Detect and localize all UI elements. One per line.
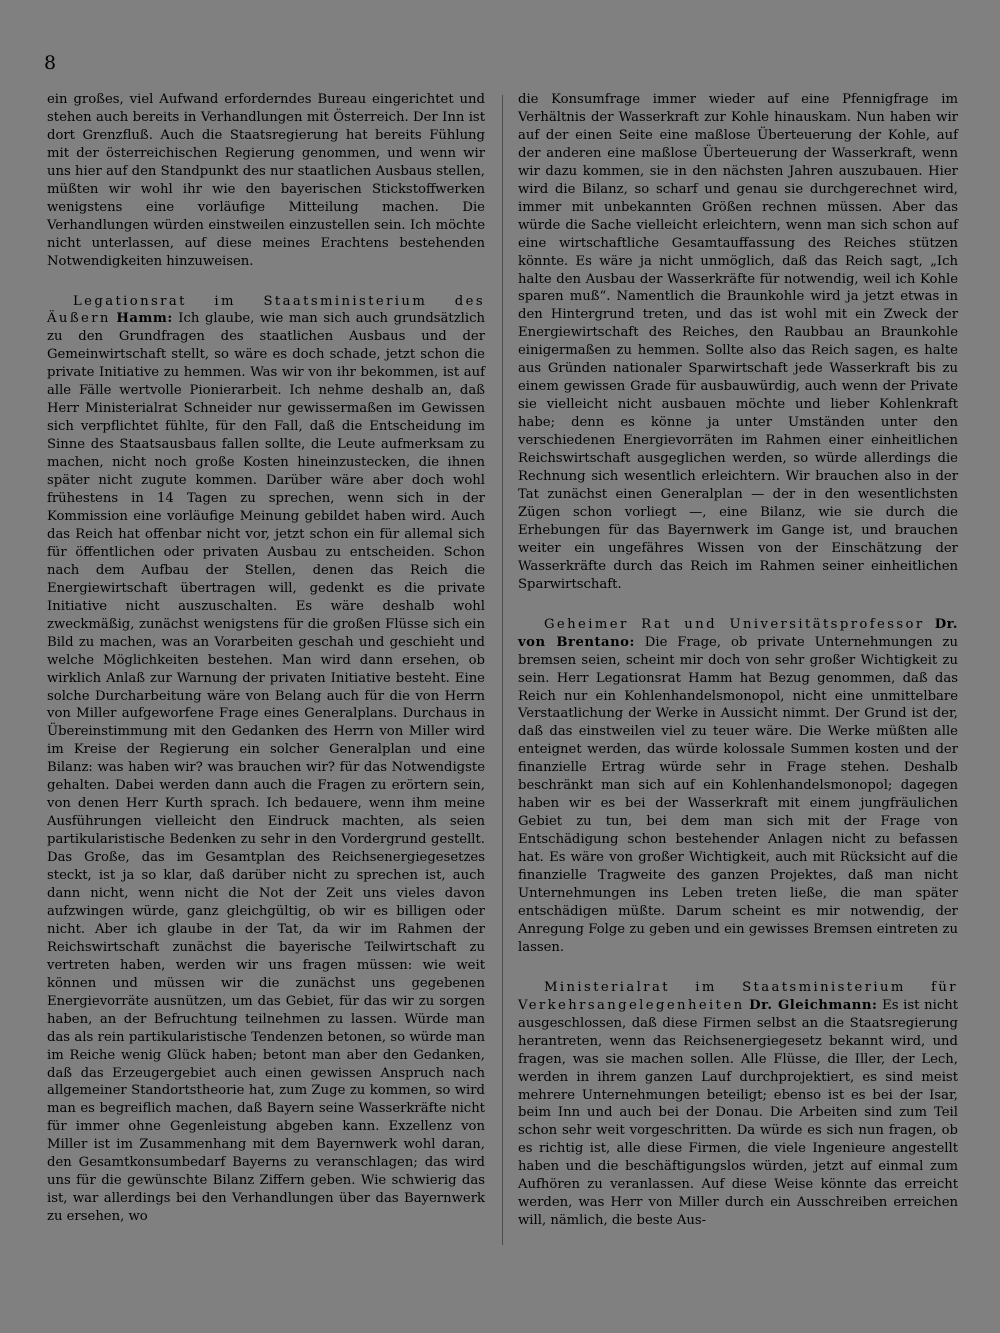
paragraph-continuation: ein großes, viel Aufwand erforderndes Bureau eingerichtet und stehen auch bereits in Verhandlungen mit Österreich. Der Inn ist dort Grenzfluß. Auch die Staatsregierung hat bereits Fühlung mit der österreichischen Regierung genommen, und wenn wir uns hier auf den Standpunkt des nur staatlichen Ausbaus stellen, müßten wir wohl ihr wie den bayerischen Stickstoffwerken wenigstens eine vorläufige Mitteilung machen. Die Verhandlungen würden einstweilen einzustellen sein. Ich möchte nicht unterlassen, auf diese meines Erachtens bestehenden Notwendigkeiten hinzuweisen. xyxy=(47,92,485,269)
speaker-title: Ministerialrat im Staatsministerium für Verkehrsangelegenheiten xyxy=(518,979,958,1013)
speaker-name: Hamm: xyxy=(116,311,173,327)
column-divider xyxy=(502,95,503,1245)
speaker-name: Dr. Gleichmann: xyxy=(749,997,878,1013)
speech-text: Ich glaube, wie man sich auch grundsätzlich zu den Grundfragen des staatlichen Ausbaus und der Gemeinwirtschaft stellt, so wäre es doch schade, jetzt schon die private Initiative zu hemmen. Was wir von ihr bekommen, ist auf alle Fälle wertvolle Pionierarbeit. Ich nehme deshalb an, daß Herr Ministerialrat Schneider nur gewissermaßen im Gewissen sich verpflichtet fühlte, für den Fall, daß die Entscheidung im Sinne des Staatsausbaus fallen sollte, die Leute aufmerksam zu machen, nicht noch große Kosten hineinzustecken, die ihnen später nicht zugute kommen. Darüber wäre aber doch wohl frühestens in 14 Tagen zu sprechen, wenn sich in der Kommission eine vorläufige Meinung gebildet haben wird. Auch das Reich hat offenbar nicht vor, jetzt schon ein für allemal sich für öffentlichen oder privaten Ausbau zu entscheiden. Schon nach dem Aufbau der Stellen, denen das Reich die Energiewirtschaft übertragen will, gedenkt es die private Initiative nicht auszuschalten. Es wäre deshalb wohl zweckmäßig, zunächst wenigstens für die großen Flüsse sich ein Bild zu machen, was an Vorarbeiten geschah und geschieht und welche Möglichkeiten bestehen. Man wird dann ersehen, ob wirklich Anlaß zur Warnung der privaten Initiative besteht. Eine solche Durcharbeitung wäre von Belang auch für die von Herrn von Miller aufgeworfene Frage eines Generalplans. Durchaus in Übereinstimmung mit den Gedanken des Herrn von Miller wird im Kreise der Regierung ein solcher Generalplan und eine Bilanz: was haben wir? was brauchen wir? für das Notwendigste gehalten. Dabei werden dann auch die Fragen zu erörtern sein, von denen Herr Kurth sprach. Ich bedauere, wenn ihm meine Ausführungen vielleicht den Eindruck machten, als seien partikularistische Bedenken zu sehr in den Vordergrund gestellt. Das Große, das im Gesamtplan des Reichsenergiegesetzes steckt, ist ja so klar, daß darüber nicht zu sprechen ist, auch dann nicht, wenn nicht die Not der Zeit uns vieles davon aufzwingen würde, ganz gleichgültig, ob wir es billigen oder nicht. Aber ich glaube in der Tat, da wir im Rahmen der Reichswirtschaft zunächst die bayerische Teilwirtschaft zu vertreten haben, werden wir uns fragen müssen: wie weit können und müssen wir die zunächst uns gegebenen Energievorräte ausnützen, um das Gebiet, für das wir zu sorgen haben, an der Befruchtung teilnehmen zu lassen. Würde man das als rein partikularistische Tendenzen betonen, so würde man im Reiche wenig Glück haben; betont man aber den Gedanken, daß das Erzeugergebiet auch einen gewissen Anspruch nach allgemeiner Standortstheorie hat, zum Zuge zu kommen, so wird man es begreiflich machen, daß Bayern seine Wasserkräfte nicht für immer ohne Gegenleistung abgeben kann. Exzellenz von Miller ist im Zusammenhang mit dem Bayernwerk wohl daran, den Gesamtkonsumbedarf Bayerns zu veranschlagen; das wird uns für die gewünschte Bilanz Ziffern geben. Wie schwierig das ist, war allerdings bei den Verhandlungen über das Bayernwerk zu ersehen, wo xyxy=(47,311,485,1225)
speech-hamm xyxy=(47,293,485,1227)
speech-von-brentano xyxy=(518,616,958,957)
speech-text: Die Frage, ob private Unternehmungen zu bremsen seien, scheint mir doch von sehr großer Wichtigkeit zu sein. Herr Legationsrat Hamm hat Bezug genommen, daß das Reich nur ein Kohlenhandelsmonopol, nicht eine unmittelbare Verstaatlichung der Werke in Aussicht nimmt. Der Grund ist der, daß das einstweilen viel zu teuer wäre. Die Werke müßten alle enteignet werden, das würde kolossale Summen kosten und der finanzielle Ertrag würde sehr in Frage stehen. Deshalb beschränkt man sich auf ein Kohlenhandelsmonopol; dagegen haben wir es bei der Wasserkraft mit einem jungfräulichen Gebiet zu tun, bei dem man sich mit der Frage von Entschädigung schon bestehender Anlagen nicht zu befassen hat. Es wäre von großer Wichtigkeit, auch mit Rücksicht auf die finanzielle Tragweite des ganzen Projektes, daß man nicht Unternehmungen ins Leben treten ließe, die man später entschädigen müßte. Darum scheint es mir notwendig, der Anregung Folge zu geben und ein gewisses Bremsen eintreten zu lassen. xyxy=(518,634,958,955)
right-column xyxy=(518,91,958,1230)
speaker-name: Dr. von Brentano: xyxy=(518,616,958,650)
paragraph-continuation: die Konsumfrage immer wieder auf eine Pfennigfrage im Verhältnis der Wasserkraft zur Kohle hinauskam. Nun haben wir auf der einen Seite eine maßlose Überteuerung der Kohle, auf der anderen eine maßlose Überteuerung der Wasserkraft, wenn wir dazu kommen, sie in den nächsten Jahren auszubauen. Hier wird die Bilanz, so scharf und genau sie durchgerechnet wird, immer mit unbekannten Größen rechnen müssen. Aber das würde die Sache vielleicht erleichtern, wenn man sich schon auf eine wirtschaftliche Gesamtauffassung des Reiches stützen könnte. Es wäre ja nicht unmöglich, daß das Reich sagt, „Ich halte den Ausbau der Wasserkräfte für notwendig, weil ich Kohle sparen muß“. Namentlich die Braunkohle wird ja jetzt etwas in den Hintergrund treten, und das ist wohl mit ein Zweck der Energiewirtschaft des Reiches, den Raubbau an Braunkohle einigermaßen zu hemmen. Sollte also das Reich sagen, es halte aus Gründen nationaler Sparwirtschaft jede Wasserkraft bis zu einem gewissen Grade für ausbauwürdig, auch wenn der Private sie vielleicht nicht ausbauen möchte und lieber Kohlenkraft habe; denn es könne ja unter Umständen unter den verschiedenen Energievorräten im Rahmen einer einheitlichen Reichswirtschaft ausgeglichen werden, so würde allerdings die Rechnung sich wesentlich erleichtern. Wir brauchen also in der Tat zunächst einen Generalplan — der in den wesentlichsten Zügen schon vorliegt —, eine Bilanz, wie sie durch die Erhebungen für das Bayernwerk im Gange ist, und brauchen weiter ein ungefähres Wissen von der Einschätzung der Wasserkräfte durch das Reich im Rahmen seiner einheitlichen Sparwirtschaft. xyxy=(518,92,958,592)
page-number: 8 xyxy=(44,52,57,74)
left-column xyxy=(47,91,485,1226)
speaker-title: Legationsrat im Staatsministerium des Äußern xyxy=(47,293,485,327)
speaker-title: Geheimer Rat und Universitätsprofessor xyxy=(544,616,925,632)
speech-gleichmann xyxy=(518,979,958,1230)
speech-text: Es ist nicht ausgeschlossen, daß diese Firmen selbst an die Staatsregierung herantreten, wenn das Reichsenergiegesetz bekannt wird, und fragen, was sie machen sollen. Alle Flüsse, die Iller, der Lech, werden in ihrem ganzen Lauf durchprojektiert, es sind meist mehrere Unternehmungen beteiligt; ebenso ist es bei der Isar, beim Inn und auch bei der Donau. Die Arbeiten sind zum Teil schon sehr weit vorgeschritten. Da würde es sich nun fragen, ob es richtig ist, alle diese Firmen, die viele Ingenieure angestellt haben und die beschäftigungslos würden, jetzt auf einmal zum Aufhören zu veranlassen. Auf diese Weise könnte das erreicht werden, was Herr von Miller durch ein Ausschreiben erreichen will, nämlich, die beste Aus- xyxy=(518,997,959,1229)
